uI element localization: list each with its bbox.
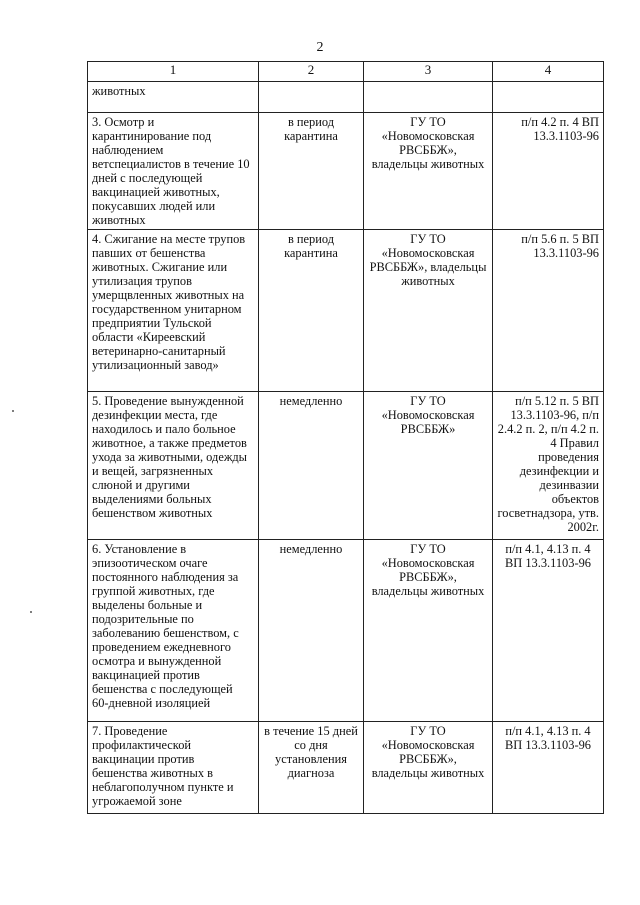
measure-cell — [88, 113, 259, 230]
responsible-text: ГУ ТО «Новомосковская РВСББЖ», владельцы животных — [369, 232, 487, 288]
responsible-text: ГУ ТО «Новомосковская РВСББЖ» — [381, 394, 475, 436]
measures-table — [87, 61, 604, 814]
timing-text: немедленно — [279, 394, 343, 408]
timing-cell — [259, 722, 364, 814]
table-row — [88, 113, 604, 230]
reference-cell — [493, 540, 604, 722]
responsible-cell — [364, 82, 493, 113]
page-number: 2 — [316, 40, 324, 55]
reference-text: п/п 4.2 п. 4 ВП 13.3.1103-96 — [521, 115, 599, 143]
measure-cell — [88, 230, 259, 392]
reference-cell — [493, 230, 604, 392]
timing-cell — [259, 392, 364, 540]
reference-text: п/п 4.1, 4.13 п. 4 ВП 13.3.1103-96 — [505, 542, 591, 570]
timing-text: в течение 15 дней со дня установления диагноза — [264, 724, 358, 780]
measure-text: 7. Проведение профилактической вакцинации против бешенства животных в неблагополучном пункте и угрожаемой зоне — [92, 724, 234, 808]
timing-cell — [259, 113, 364, 230]
timing-text: в период карантина — [284, 232, 338, 260]
responsible-text: ГУ ТО «Новомосковская РВСББЖ», владельцы животных — [371, 115, 485, 171]
reference-text: п/п 5.6 п. 5 ВП 13.3.1103-96 — [521, 232, 599, 260]
table-row — [88, 392, 604, 540]
timing-cell — [259, 540, 364, 722]
responsible-cell — [364, 113, 493, 230]
measure-text: 6. Установление в эпизоотическом очаге постоянного наблюдения за группой животных, где выделены больные и подозрительные по заболеванию бешенством, с проведением ежедневного осмотра и вынужденной вакцинацией против бешенства с последующей 60-дневной изоляцией — [92, 542, 239, 710]
measure-text: 5. Проведение вынужденной дезинфекции места, где находилось и пало больное животное, а также предметов ухода за животными, одежды и вещей, загрязненных слюной и другими выделениями больных бешенством животных — [92, 394, 248, 520]
measure-cell — [88, 392, 259, 540]
reference-text: п/п 5.12 п. 5 ВП 13.3.1103-96, п/п 2.4.2 п. 2, п/п 4.2 п. 4 Правил проведения дезинфекции и дезинвазии объектов госветнадзора, утв. 2002г. — [497, 394, 599, 534]
measure-cell — [88, 82, 259, 113]
reference-cell — [493, 392, 604, 540]
column-header: 3 — [364, 62, 493, 82]
table-row — [88, 540, 604, 722]
column-header: 2 — [259, 62, 364, 82]
responsible-cell — [364, 540, 493, 722]
measure-cell — [88, 540, 259, 722]
responsible-text: ГУ ТО «Новомосковская РВСББЖ», владельцы животных — [371, 724, 485, 780]
table-header-row — [88, 62, 604, 82]
measure-text: 4. Сжигание на месте трупов павших от бешенства животных. Сжигание или утилизация трупов умерщвленных животных на государственном унитарном предприятии Тульской области «Киреевский ветеринарно-санитарный утилизационный завод» — [92, 232, 246, 372]
measure-text: 3. Осмотр и карантинирование под наблюдением ветспециалистов в течение 10 дней с последующей вакцинацией животных, покусавших людей или животных — [92, 115, 250, 227]
timing-cell — [259, 82, 364, 113]
responsible-cell — [364, 392, 493, 540]
reference-cell — [493, 82, 604, 113]
table-row — [88, 82, 604, 113]
responsible-text: ГУ ТО «Новомосковская РВСББЖ», владельцы животных — [371, 542, 485, 598]
measure-text: животных — [92, 84, 146, 98]
scan-speck — [30, 611, 32, 613]
timing-text: немедленно — [279, 542, 343, 556]
reference-text: п/п 4.1, 4.13 п. 4 ВП 13.3.1103-96 — [505, 724, 591, 752]
column-header: 4 — [493, 62, 604, 82]
table-row — [88, 722, 604, 814]
reference-cell — [493, 113, 604, 230]
responsible-cell — [364, 230, 493, 392]
timing-text: в период карантина — [284, 115, 338, 143]
table-row — [88, 230, 604, 392]
reference-cell — [493, 722, 604, 814]
measure-cell — [88, 722, 259, 814]
responsible-cell — [364, 722, 493, 814]
timing-cell — [259, 230, 364, 392]
column-header: 1 — [88, 62, 259, 82]
scan-speck — [12, 410, 14, 412]
